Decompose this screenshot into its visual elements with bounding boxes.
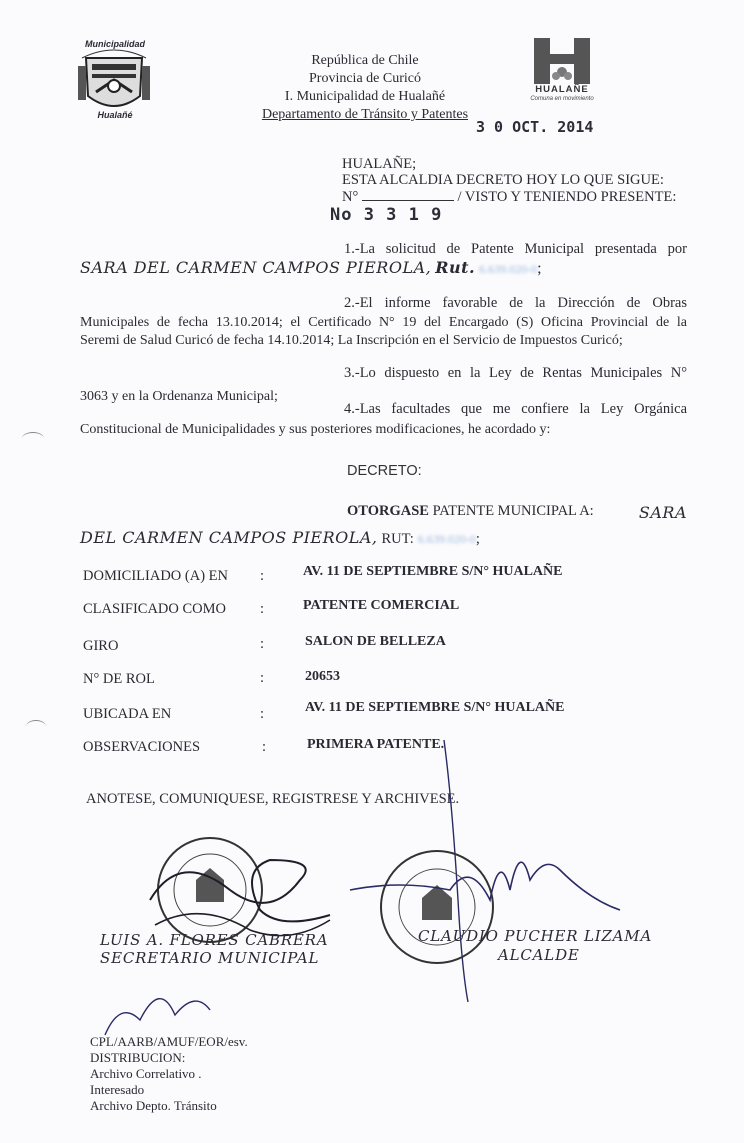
preamble-number-prefix: N° — [342, 189, 359, 205]
applicant-rut-label: Rut. — [435, 258, 476, 277]
crest-bottom-text: Hualañé — [97, 110, 133, 120]
field-separator: : — [260, 636, 265, 652]
consideration-2-line2: Municipales de fecha 13.10.2014; el Certificado N° 19 del Encargado (S) Oficina Provincial de la — [80, 315, 687, 330]
header-republic: República de Chile — [311, 53, 419, 68]
field-separator: : — [262, 739, 267, 755]
field-separator: : — [260, 601, 265, 617]
decree-grantee-line — [80, 528, 480, 548]
footer-item: Interesado — [90, 1082, 145, 1097]
consideration-4-start: 4.-Las facultades que me confiere la Ley Orgánica — [344, 401, 687, 417]
footer-distribution-title: DISTRIBUCION: — [90, 1050, 186, 1065]
field-label: DOMICILIADO (A) EN — [83, 568, 228, 584]
grantee-rut-label: RUT: — [381, 531, 414, 547]
grantee-rut-value: 6.639.020-0 — [417, 532, 476, 546]
mayor-name: CLAUDIO PUCHER LIZAMA — [418, 927, 653, 945]
applicant-rut-value: 6.639.020-0 — [479, 262, 538, 276]
decree-number-stamp: No 3 3 1 9 — [330, 205, 443, 225]
field-value: AV. 11 DE SEPTIEMBRE S/N° HUALAÑE — [305, 700, 565, 715]
field-separator: : — [260, 670, 265, 686]
consideration-2-start: 2.-El informe favorable de la Dirección de Obras — [344, 295, 687, 311]
binder-hole-mark — [26, 720, 46, 733]
field-value: AV. 11 DE SEPTIEMBRE S/N° HUALAÑE — [303, 564, 563, 579]
field-label: CLASIFICADO COMO — [83, 601, 227, 617]
secretary-name: LUIS A. FLORES CABRERA — [100, 931, 329, 949]
consideration-4-line2: Constitucional de Municipalidades y sus posteriores modificaciones, he acordado y: — [80, 422, 551, 437]
consideration-1-start: 1.-La solicitud de Patente Municipal presentada por — [344, 241, 687, 257]
field-separator: : — [260, 706, 265, 722]
crest-top-text: Municipalidad — [84, 39, 145, 49]
preamble-line2: / VISTO Y TENIENDO PRESENTE: — [457, 189, 677, 205]
field-value: PATENTE COMERCIAL — [303, 598, 460, 613]
applicant-name: SARA DEL CARMEN CAMPOS PIEROLA, — [80, 258, 432, 277]
preamble-place: HUALAÑE; — [342, 156, 417, 172]
grantee-name-part1: SARA — [638, 503, 687, 522]
hualane-logo — [520, 36, 604, 108]
field-value: SALON DE BELLEZA — [305, 634, 446, 649]
date-stamp: 3 0 OCT. 2014 — [476, 118, 594, 136]
closing-statement: ANOTESE, COMUNIQUESE, REGISTRESE Y ARCHIVESE. — [86, 791, 460, 807]
field-value: PRIMERA PATENTE. — [307, 737, 445, 752]
decree-grant-text: PATENTE MUNICIPAL A: — [432, 503, 594, 519]
hualane-logo-name: HUALAÑE — [535, 84, 589, 95]
consideration-2-line3: Seremi de Salud Curicó de fecha 14.10.2014; La Inscripción en el Servicio de Impuestos Curicó; — [80, 333, 623, 348]
field-label: N° DE ROL — [83, 671, 155, 687]
field-value: 20653 — [305, 669, 340, 684]
footer-item: Archivo Depto. Tránsito — [90, 1098, 217, 1113]
decree-grant-line — [347, 503, 687, 522]
consideration-3-line2: 3063 y en la Ordenanza Municipal; — [80, 389, 278, 404]
header-department: Departamento de Tránsito y Patentes — [261, 107, 469, 122]
mayor-title: ALCALDE — [498, 946, 580, 964]
signature-ink — [0, 740, 744, 1040]
decree-otorgase: OTORGASE — [347, 503, 429, 519]
field-label: GIRO — [83, 638, 119, 654]
grantee-rut-end: ; — [475, 531, 480, 547]
consideration-1-name-line — [80, 258, 542, 278]
grantee-name-part2: DEL CARMEN CAMPOS PIEROLA, — [80, 528, 378, 547]
decree-heading: DECRETO: — [347, 463, 422, 479]
field-label: UBICADA EN — [83, 706, 172, 722]
binder-hole-mark — [22, 432, 44, 445]
footer-block — [90, 1034, 248, 1114]
footer-item: Archivo Correlativo . — [90, 1066, 202, 1081]
footer-initials: CPL/AARB/AMUF/EOR/esv. — [90, 1034, 248, 1049]
secretary-title: SECRETARIO MUNICIPAL — [100, 949, 320, 967]
hualane-h-icon — [520, 36, 604, 86]
municipal-crest-logo — [66, 36, 162, 126]
field-separator: : — [260, 568, 265, 584]
header-province: Provincia de Curicó — [309, 71, 421, 86]
preamble-number-blank — [362, 190, 454, 201]
header-municipality: I. Municipalidad de Hualañé — [284, 89, 446, 104]
consideration-3-start: 3.-Lo dispuesto en la Ley de Rentas Municipales N° — [344, 365, 687, 381]
header-block — [230, 52, 500, 124]
preamble-line1: ESTA ALCALDIA DECRETO HOY LO QUE SIGUE: — [342, 172, 664, 188]
hualane-logo-tagline: Comuna en movimiento — [530, 96, 594, 102]
applicant-rut-end: ; — [537, 260, 542, 277]
field-label: OBSERVACIONES — [83, 739, 201, 755]
